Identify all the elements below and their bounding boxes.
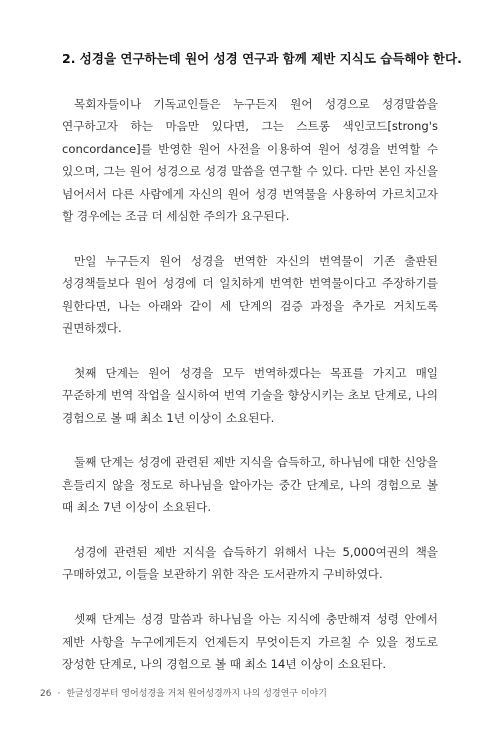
body-text (62, 93, 438, 698)
page-footer (40, 688, 327, 700)
section-heading: 2. 성경을 연구하는데 원어 성경 연구과 함께 제반 지식도 습득해야 한다. (62, 51, 462, 66)
paragraph-1: 목회자들이나 기독교인들은 누구든지 원어 성경으로 성경말씀을 연구하고자 하는 마음만 있다면, 그는 스트롱 색인코드[strong's concordance]를 반영한 원어 사전을 이용하여 원어 성경을 번역할 수 있으며, 그는 원어 성경으로 성경 말씀을 연구할 수 있다. 다만 본인 자신을 넘어서서 다른 사람에게 자신의 원어 성경 번역물을 사용하여 가르치고자 할 경우에는 조금 더 세심한 주의가 요구된다. (62, 97, 438, 224)
paragraph-3: 첫째 단계는 원어 성경을 모두 번역하겠다는 목표를 가지고 매일 꾸준하게 번역 작업을 실시하여 번역 기술을 향상시키는 초보 단계로, 나의 경험으로 볼 때 최소 1년 이상이 소요된다. (62, 365, 438, 425)
paragraph-2: 만일 누구든지 원어 성경을 번역한 자신의 번역물이 기존 출판된 성경책들보다 원어 성경에 더 일치하게 번역한 번역물이다고 주장하기를 원한다면, 나는 아래와 같이 세 단계의 검증 과정을 추가로 거치도록 권면하겠다. (62, 253, 438, 336)
running-title: 한글성경부터 영어성경을 거쳐 원어성경까지 나의 성경연구 이야기 (66, 689, 327, 699)
footer-separator: · (57, 689, 61, 699)
paragraph-4: 둘째 단계는 성경에 관련된 제반 지식을 습득하고, 하나님에 대한 신앙을 흔들리지 않을 정도로 하나님을 알아가는 중간 단계로, 나의 경험으로 볼 때 최소 7년 이상이 소요된다. (62, 455, 438, 515)
paragraph-5: 성경에 관련된 제반 지식을 습득하기 위해서 나는 5,000여권의 책을 구매하였고, 이들을 보관하기 위한 작은 도서관까지 구비하였다. (62, 545, 438, 582)
page-number: 26 (40, 689, 52, 699)
paragraph-6: 셋째 단계는 성경 말씀과 하나님을 아는 지식에 충만해져 성령 안에서 제반 사항을 누구에게든지 언제든지 무엇이든지 가르칠 수 있을 정도로 장성한 단계로, 나의 경험으로 볼 때 최소 14년 이상이 소요된다. (62, 612, 438, 672)
